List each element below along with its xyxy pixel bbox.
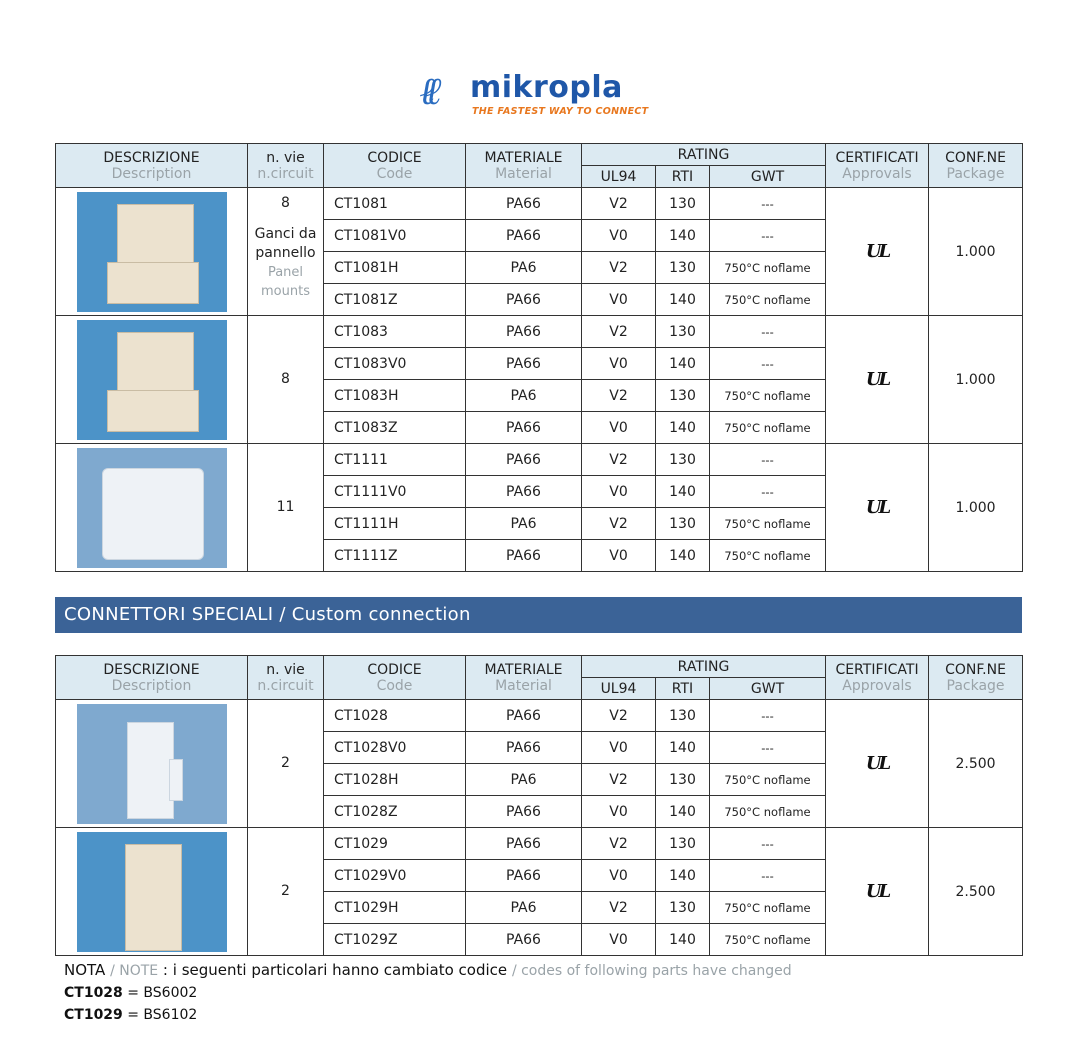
circuits-cell: 11 bbox=[248, 444, 324, 572]
mikropla-logo bbox=[420, 66, 660, 120]
note-text-en: / codes of following parts have changed bbox=[511, 963, 792, 979]
approvals-cell bbox=[826, 188, 929, 316]
rti-rating: 140 bbox=[656, 284, 710, 316]
ul94-rating: V0 bbox=[582, 476, 656, 508]
package-quantity: 2.500 bbox=[929, 828, 1023, 956]
rti-rating: 140 bbox=[656, 924, 710, 956]
header-material: MATERIALE Material bbox=[466, 656, 582, 700]
header-circuits: n. vie n.circuit bbox=[248, 144, 324, 188]
header-row bbox=[56, 656, 1023, 678]
note-label-it: NOTA bbox=[64, 961, 106, 979]
ul-certification-icon: UL bbox=[865, 881, 889, 902]
material: PA6 bbox=[466, 764, 582, 796]
product-image-cell bbox=[56, 316, 248, 444]
header-package: CONF.NE Package bbox=[929, 656, 1023, 700]
gwt-rating: --- bbox=[710, 476, 826, 508]
gwt-rating: --- bbox=[710, 732, 826, 764]
ul94-rating: V2 bbox=[582, 764, 656, 796]
product-code: CT1028Z bbox=[324, 796, 466, 828]
product-code: CT1028H bbox=[324, 764, 466, 796]
ul94-rating: V0 bbox=[582, 924, 656, 956]
material: PA66 bbox=[466, 188, 582, 220]
approvals-cell bbox=[826, 316, 929, 444]
note-colon: : bbox=[162, 961, 168, 979]
rti-rating: 130 bbox=[656, 764, 710, 796]
ul94-rating: V2 bbox=[582, 828, 656, 860]
new-code: = BS6002 bbox=[127, 985, 198, 1001]
gwt-rating: 750°C noflame bbox=[710, 508, 826, 540]
rti-rating: 130 bbox=[656, 444, 710, 476]
approvals-cell bbox=[826, 828, 929, 956]
header-material: MATERIALE Material bbox=[466, 144, 582, 188]
header-code: CODICE Code bbox=[324, 144, 466, 188]
gwt-rating: --- bbox=[710, 348, 826, 380]
product-image-cell bbox=[56, 828, 248, 956]
product-photo bbox=[77, 192, 227, 312]
rti-rating: 130 bbox=[656, 700, 710, 732]
material: PA6 bbox=[466, 252, 582, 284]
gwt-rating: --- bbox=[710, 188, 826, 220]
gwt-rating: 750°C noflame bbox=[710, 924, 826, 956]
package-quantity: 1.000 bbox=[929, 188, 1023, 316]
rti-rating: 130 bbox=[656, 188, 710, 220]
product-table-custom bbox=[55, 655, 1023, 956]
product-photo bbox=[77, 704, 227, 824]
material: PA66 bbox=[466, 700, 582, 732]
material: PA66 bbox=[466, 348, 582, 380]
ul94-rating: V0 bbox=[582, 284, 656, 316]
rti-rating: 140 bbox=[656, 732, 710, 764]
header-row bbox=[56, 144, 1023, 166]
product-code: CT1029Z bbox=[324, 924, 466, 956]
gwt-rating: 750°C noflame bbox=[710, 540, 826, 572]
material: PA6 bbox=[466, 508, 582, 540]
material: PA6 bbox=[466, 380, 582, 412]
approvals-cell bbox=[826, 700, 929, 828]
material: PA66 bbox=[466, 796, 582, 828]
product-code: CT1111H bbox=[324, 508, 466, 540]
product-code: CT1029 bbox=[324, 828, 466, 860]
header-rti: RTI bbox=[656, 678, 710, 700]
rti-rating: 130 bbox=[656, 316, 710, 348]
ul-certification-icon: UL bbox=[865, 369, 889, 390]
product-photo bbox=[77, 448, 227, 568]
header-rating: RATING bbox=[582, 144, 826, 166]
ul-certification-icon: UL bbox=[865, 241, 889, 262]
rti-rating: 130 bbox=[656, 380, 710, 412]
header-ul94: UL94 bbox=[582, 678, 656, 700]
gwt-rating: 750°C noflame bbox=[710, 284, 826, 316]
ul94-rating: V0 bbox=[582, 796, 656, 828]
ul94-rating: V2 bbox=[582, 316, 656, 348]
ul94-rating: V0 bbox=[582, 540, 656, 572]
material: PA66 bbox=[466, 412, 582, 444]
logo-brand: mikropla bbox=[470, 70, 623, 105]
ul-certification-icon: UL bbox=[865, 497, 889, 518]
ul94-rating: V0 bbox=[582, 860, 656, 892]
material: PA66 bbox=[466, 476, 582, 508]
logo-mark-icon: ℓℓ bbox=[420, 68, 433, 113]
package-quantity: 2.500 bbox=[929, 700, 1023, 828]
code-change-row bbox=[64, 1004, 792, 1026]
product-image-cell bbox=[56, 444, 248, 572]
code-change-row bbox=[64, 982, 792, 1004]
rti-rating: 130 bbox=[656, 828, 710, 860]
gwt-rating: --- bbox=[710, 828, 826, 860]
circuits-cell: 2 bbox=[248, 700, 324, 828]
header-rating: RATING bbox=[582, 656, 826, 678]
product-code: CT1081 bbox=[324, 188, 466, 220]
product-code: CT1111V0 bbox=[324, 476, 466, 508]
material: PA66 bbox=[466, 284, 582, 316]
gwt-rating: --- bbox=[710, 700, 826, 732]
ul94-rating: V2 bbox=[582, 444, 656, 476]
product-code: CT1028 bbox=[324, 700, 466, 732]
logo-tagline: THE FASTEST WAY TO CONNECT bbox=[472, 106, 649, 117]
product-code: CT1083 bbox=[324, 316, 466, 348]
ul94-rating: V2 bbox=[582, 252, 656, 284]
rti-rating: 140 bbox=[656, 476, 710, 508]
gwt-rating: 750°C noflame bbox=[710, 252, 826, 284]
product-image-cell bbox=[56, 188, 248, 316]
product-row bbox=[56, 700, 1023, 732]
header-circuits: n. vie n.circuit bbox=[248, 656, 324, 700]
gwt-rating: 750°C noflame bbox=[710, 892, 826, 924]
header-gwt: GWT bbox=[710, 678, 826, 700]
package-quantity: 1.000 bbox=[929, 444, 1023, 572]
code-change-note bbox=[64, 959, 792, 1026]
product-code: CT1111 bbox=[324, 444, 466, 476]
new-code: = BS6102 bbox=[127, 1007, 198, 1023]
product-code: CT1081H bbox=[324, 252, 466, 284]
ul94-rating: V2 bbox=[582, 380, 656, 412]
header-approvals: CERTIFICATI Approvals bbox=[826, 144, 929, 188]
circuits-cell: 8 Ganci da pannello Panel mounts bbox=[248, 188, 324, 316]
gwt-rating: --- bbox=[710, 316, 826, 348]
product-code: CT1029V0 bbox=[324, 860, 466, 892]
ul94-rating: V0 bbox=[582, 348, 656, 380]
product-code: CT1083H bbox=[324, 380, 466, 412]
header-approvals: CERTIFICATI Approvals bbox=[826, 656, 929, 700]
product-code: CT1081V0 bbox=[324, 220, 466, 252]
rti-rating: 140 bbox=[656, 348, 710, 380]
ul94-rating: V2 bbox=[582, 700, 656, 732]
rti-rating: 140 bbox=[656, 220, 710, 252]
product-code: CT1081Z bbox=[324, 284, 466, 316]
product-image-cell bbox=[56, 700, 248, 828]
product-photo bbox=[77, 832, 227, 952]
old-code: CT1029 bbox=[64, 1007, 123, 1023]
rti-rating: 130 bbox=[656, 892, 710, 924]
ul-certification-icon: UL bbox=[865, 753, 889, 774]
ul94-rating: V2 bbox=[582, 188, 656, 220]
material: PA66 bbox=[466, 316, 582, 348]
header-description: DESCRIZIONE Description bbox=[56, 144, 248, 188]
material: PA66 bbox=[466, 444, 582, 476]
ul94-rating: V2 bbox=[582, 508, 656, 540]
ul94-rating: V0 bbox=[582, 732, 656, 764]
header-code: CODICE Code bbox=[324, 656, 466, 700]
material: PA6 bbox=[466, 892, 582, 924]
product-code: CT1028V0 bbox=[324, 732, 466, 764]
rti-rating: 140 bbox=[656, 860, 710, 892]
header-ul94: UL94 bbox=[582, 166, 656, 188]
product-code: CT1083V0 bbox=[324, 348, 466, 380]
ul94-rating: V0 bbox=[582, 412, 656, 444]
product-code: CT1111Z bbox=[324, 540, 466, 572]
material: PA66 bbox=[466, 540, 582, 572]
rti-rating: 140 bbox=[656, 796, 710, 828]
gwt-rating: --- bbox=[710, 860, 826, 892]
gwt-rating: 750°C noflame bbox=[710, 764, 826, 796]
product-row bbox=[56, 188, 1023, 220]
header-description: DESCRIZIONE Description bbox=[56, 656, 248, 700]
gwt-rating: --- bbox=[710, 220, 826, 252]
product-code: CT1083Z bbox=[324, 412, 466, 444]
note-label-en: / NOTE bbox=[110, 963, 159, 979]
material: PA66 bbox=[466, 828, 582, 860]
package-quantity: 1.000 bbox=[929, 316, 1023, 444]
old-code: CT1028 bbox=[64, 985, 123, 1001]
circuits-cell: 2 bbox=[248, 828, 324, 956]
product-row bbox=[56, 828, 1023, 860]
header-package: CONF.NE Package bbox=[929, 144, 1023, 188]
section-title-custom-connection: CONNETTORI SPECIALI / Custom connection bbox=[55, 597, 1022, 633]
material: PA66 bbox=[466, 732, 582, 764]
circuits-cell: 8 bbox=[248, 316, 324, 444]
product-row bbox=[56, 316, 1023, 348]
product-table-standard bbox=[55, 143, 1023, 572]
ul94-rating: V2 bbox=[582, 892, 656, 924]
ul94-rating: V0 bbox=[582, 220, 656, 252]
gwt-rating: --- bbox=[710, 444, 826, 476]
rti-rating: 130 bbox=[656, 508, 710, 540]
note-text-it: i seguenti particolari hanno cambiato codice bbox=[172, 961, 508, 979]
product-code: CT1029H bbox=[324, 892, 466, 924]
product-row bbox=[56, 444, 1023, 476]
approvals-cell bbox=[826, 444, 929, 572]
material: PA66 bbox=[466, 860, 582, 892]
rti-rating: 130 bbox=[656, 252, 710, 284]
gwt-rating: 750°C noflame bbox=[710, 796, 826, 828]
rti-rating: 140 bbox=[656, 540, 710, 572]
gwt-rating: 750°C noflame bbox=[710, 412, 826, 444]
material: PA66 bbox=[466, 924, 582, 956]
gwt-rating: 750°C noflame bbox=[710, 380, 826, 412]
material: PA66 bbox=[466, 220, 582, 252]
rti-rating: 140 bbox=[656, 412, 710, 444]
product-photo bbox=[77, 320, 227, 440]
header-gwt: GWT bbox=[710, 166, 826, 188]
header-rti: RTI bbox=[656, 166, 710, 188]
